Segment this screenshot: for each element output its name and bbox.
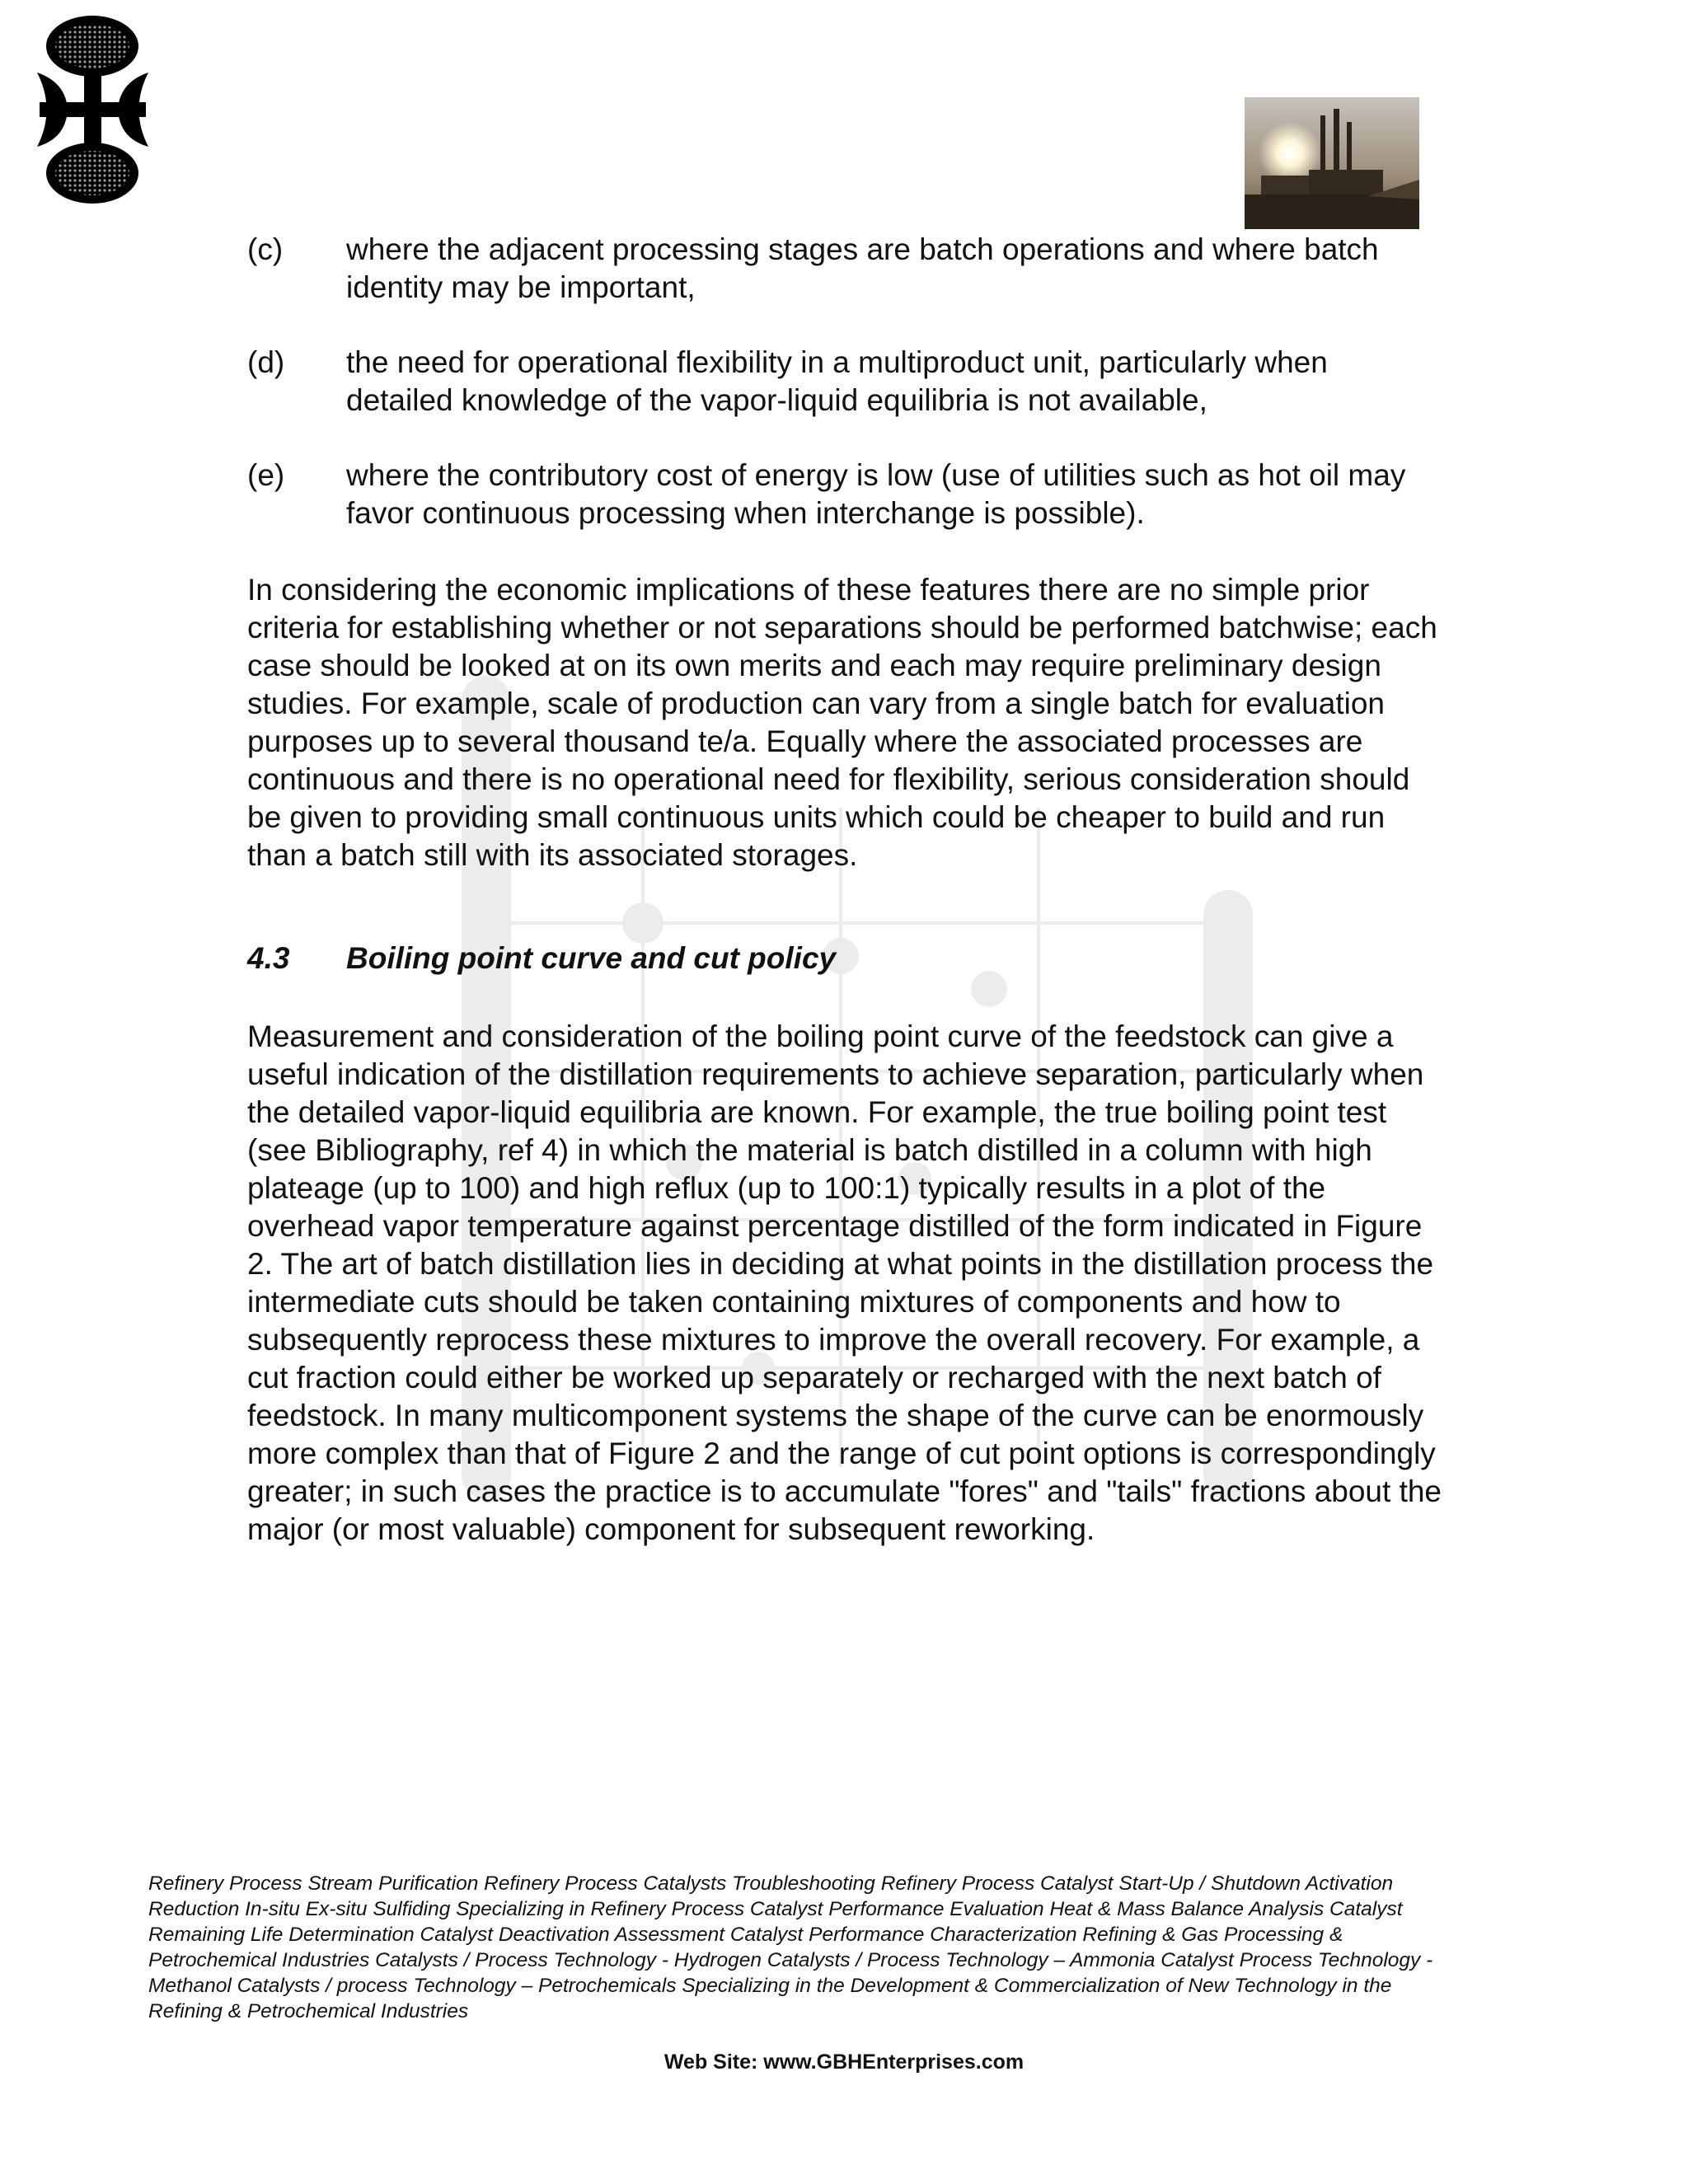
list-item-text: the need for operational flexibility in a multiproduct unit, particularly when detailed knowledge of the vapor-liquid equilibria is not available,	[346, 345, 1328, 417]
footer-website: Web Site: www.GBHEnterprises.com	[663, 2050, 1025, 2074]
refinery-sunset-photo	[1245, 97, 1419, 229]
list-item-label: (c)	[247, 232, 284, 266]
body-paragraph: In considering the economic implications of these features there are no simple prior criteria for establishing whether or not separations should be performed batchwise; each case should be looked at on its own merits and each may require preliminary design studies. For example, scale of production can vary from a single batch for evaluation purposes up to several thousand te/a. Equally where the associated processes are continuous and there is no operational need for flexibility, serious consideration should be given to providing small continuous units which could be cheaper to build and run than a batch still with its associated storages.	[247, 573, 1437, 872]
list-item-label: (d)	[247, 345, 285, 379]
list-item-text: where the adjacent processing stages are batch operations and where batch identity may be important,	[346, 232, 1379, 304]
list-item-text: where the contributory cost of energy is low (use of utilities such as hot oil may favor continuous processing when interchange is possible).	[346, 458, 1406, 530]
footer-services: Refinery Process Stream Purification Refinery Process Catalysts Troubleshooting Refinery Process Catalyst Start-Up / Shutdown Activation Reduction In-situ Ex-situ Sulfiding Specializing in Refinery Process Catalyst Performance Evaluation Heat & Mass Balance Analysis Catalyst Remaining Life Determination Catalyst Deactivation Assessment Catalyst Performance Characterization Refining & Gas Processing & Petrochemical Industries Catalysts / Process Technology - Hydrogen Catalysts / Process Technology – Ammonia Catalyst Process Technology - Methanol Catalysts / process Technology – Petrochemicals Specializing in the Development & Commercialization of New Technology in the Refining & Petrochemical Industries	[148, 1872, 1433, 2022]
body-paragraph: Measurement and consideration of the boiling point curve of the feedstock can give a useful indication of the distillation requirements to achieve separation, particularly when the detailed vapor-liquid equilibria are known. For example, the true boiling point test (see Bibliography, ref 4) in which the material is batch distilled in a column with high plateage (up to 100) and high reflux (up to 100:1) typically results in a plot of the overhead vapor temperature against percentage distilled of the form indicated in Figure 2. The art of batch distillation lies in deciding at what points in the distillation process the intermediate cuts should be taken containing mixtures of components and how to subsequently reprocess these mixtures to improve the overall recovery. For example, a cut fraction could either be worked up separately or recharged with the next batch of feedstock. In many multicomponent systems the shape of the curve can be enormously more complex than that of Figure 2 and the range of cut point options is correspondingly greater; in such cases the practice is to accumulate "fores" and "tails" fractions about the major (or most valuable) component for subsequent reworking.	[247, 1019, 1442, 1546]
section-title: Boiling point curve and cut policy	[346, 941, 837, 975]
section-number: 4.3	[247, 941, 290, 975]
gbh-logo-icon	[33, 15, 152, 204]
list-item-label: (e)	[247, 458, 285, 492]
